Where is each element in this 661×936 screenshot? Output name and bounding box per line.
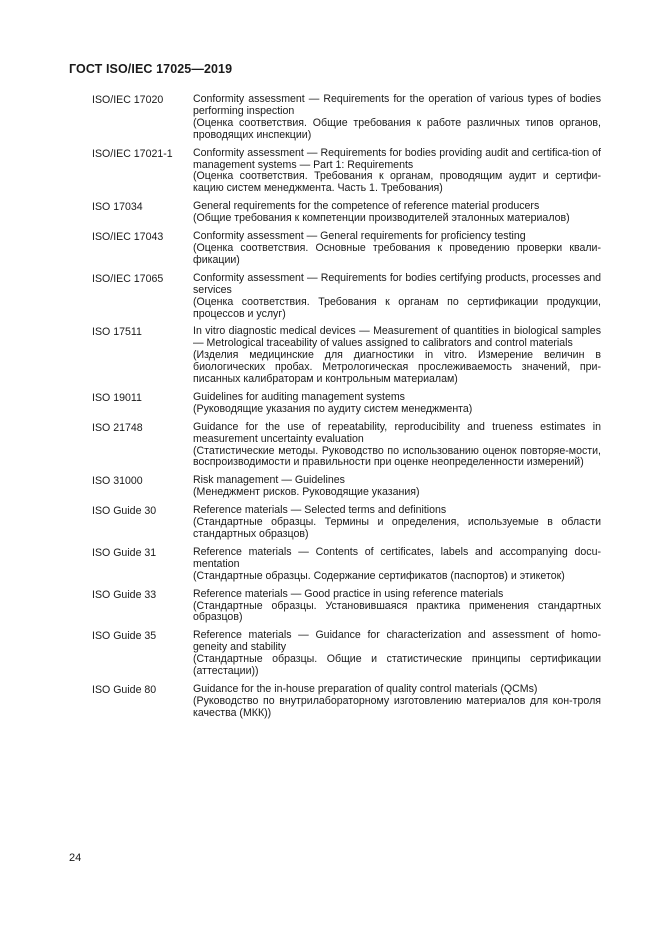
standard-description [193, 273, 601, 321]
standard-description [193, 392, 601, 416]
standard-code: ISO 19011 [92, 391, 142, 404]
reference-entry [92, 589, 601, 625]
document-header: ГОСТ ISO/IEC 17025—2019 [69, 62, 233, 76]
russian-title: (Общие требования к компетенции производителей эталонных материалов) [193, 212, 570, 225]
english-title: Guidance for the in-house preparation of quality control materials (QCMs) [193, 682, 538, 695]
standard-code: ISO 21748 [92, 421, 143, 434]
page-number: 24 [69, 852, 82, 864]
standard-code: ISO Guide 31 [92, 546, 157, 559]
english-title: Reference materials — Selected terms and definitions [193, 504, 447, 517]
standard-code: ISO Guide 30 [92, 505, 157, 518]
standard-code: ISO/IEC 17043 [92, 231, 164, 244]
standard-code: ISO 17511 [92, 326, 142, 339]
standard-code: ISO/IEC 17021-1 [92, 147, 173, 160]
standard-code: ISO/IEC 17020 [92, 94, 164, 106]
reference-entry [92, 326, 601, 386]
standard-code: ISO/IEC 17065 [92, 272, 164, 285]
standard-description [193, 547, 601, 583]
reference-list [92, 94, 601, 726]
english-title: Reference materials — Good practice in using reference materials [193, 587, 504, 600]
standard-description [193, 148, 601, 196]
russian-title: (Стандартные образцы. Термины и определения, используемые в области стандартных образцов) [193, 516, 601, 540]
english-title: General requirements for the competence of reference material producers [193, 200, 540, 213]
standard-description [193, 475, 601, 499]
reference-entry [92, 547, 601, 583]
standard-description [193, 231, 601, 267]
russian-title: (Стандартные образцы. Установившаяся практика применения стандартных образцов) [193, 599, 601, 624]
reference-entry [92, 475, 601, 499]
english-title: Guidance for the use of repeatability, reproducibility and trueness estimates in measurement uncertainty evaluation [193, 420, 601, 445]
russian-title: (Статистические методы. Руководство по использованию оценок повторяе-мости, воспроизводимости и правильности при оценке неопределенности измерений) [193, 444, 601, 469]
russian-title: (Руководящие указания по аудиту систем менеджмента) [193, 402, 473, 415]
english-title: Risk management — Guidelines [193, 474, 345, 487]
russian-title: (Оценка соответствия. Требования к органам по сертификации продукции, процессов и услуг) [193, 295, 601, 320]
reference-entry [92, 505, 601, 541]
russian-title: (Оценка соответствия. Требования к органам, проводящим аудит и сертифи-кацию систем менеджмента. Часть 1. Требования) [193, 170, 601, 195]
standard-description [193, 630, 601, 678]
russian-title: (Стандартные образцы. Содержание сертификатов (паспортов) и этикеток) [193, 569, 565, 582]
english-title: Conformity assessment — Requirements for bodies providing audit and certifica-tion of management systems — Part 1: Requirements [193, 146, 601, 171]
standard-description [193, 326, 601, 386]
reference-entry [92, 630, 601, 678]
standard-code: ISO Guide 35 [92, 630, 157, 643]
standard-code: ISO 31000 [92, 475, 143, 488]
reference-entry [92, 94, 601, 142]
russian-title: (Менеджмент рисков. Руководящие указания) [193, 486, 420, 499]
russian-title: (Оценка соответствия. Основные требования к проведению проверки квали-фикации) [193, 241, 601, 266]
standard-description [193, 684, 601, 720]
russian-title: (Оценка соответствия. Общие требования к работе различных типов органов, проводящих инспекции) [193, 116, 601, 141]
standard-code: ISO Guide 33 [92, 588, 157, 601]
standard-description [193, 94, 601, 142]
english-title: In vitro diagnostic medical devices — Measurement of quantities in biological samples — Metrological traceability of values assigned to calibrators and control materials [193, 325, 601, 350]
reference-entry [92, 273, 601, 321]
english-title: Conformity assessment — Requirements for the operation of various types of bodies performing inspection [193, 93, 601, 117]
russian-title: (Стандартные образцы. Общие и статистические принципы сертификации (аттестации)) [193, 653, 601, 678]
english-title: Conformity assessment — General requirements for proficiency testing [193, 230, 526, 243]
reference-entry [92, 201, 601, 225]
reference-entry [92, 684, 601, 720]
reference-entry [92, 422, 601, 470]
standard-description [193, 505, 601, 541]
standard-description [193, 589, 601, 625]
standard-description [193, 201, 601, 225]
russian-title: (Руководство по внутрилабораторному изготовлению материалов для кон-троля качества (МКК)) [193, 694, 601, 719]
english-title: Reference materials — Contents of certificates, labels and accompanying docu-mentation [193, 545, 601, 570]
reference-entry [92, 148, 601, 196]
reference-entry [92, 231, 601, 267]
english-title: Conformity assessment — Requirements for bodies certifying products, processes and services [193, 271, 601, 296]
english-title: Guidelines for auditing management systems [193, 390, 405, 403]
standard-code: ISO Guide 80 [92, 683, 157, 696]
standard-code: ISO 17034 [92, 201, 143, 214]
reference-entry [92, 392, 601, 416]
english-title: Reference materials — Guidance for characterization and assessment of homo-geneity and stability [193, 629, 601, 654]
russian-title: (Изделия медицинские для диагностики in vitro. Измерение величин в биологических пробах. Метрологическая прослеживаемость значений, при-писанных калибраторам и контрольным материалам) [193, 349, 601, 386]
standard-description [193, 422, 601, 470]
